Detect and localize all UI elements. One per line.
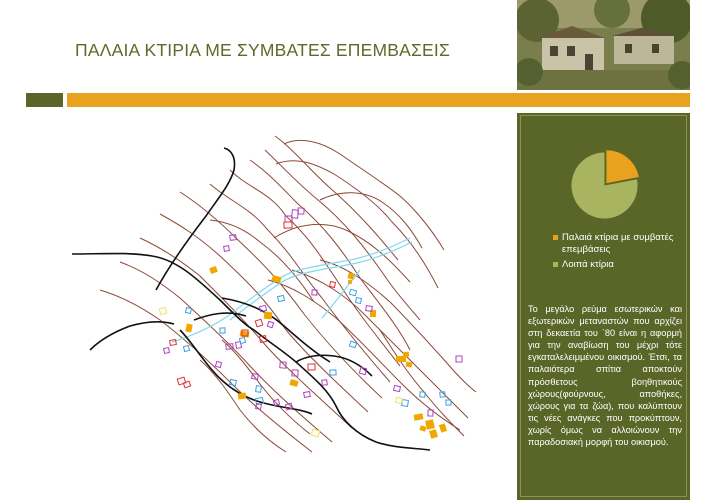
pie-slice-compatible	[606, 150, 638, 183]
building-other	[349, 341, 356, 348]
building-other	[186, 308, 192, 314]
accent-bar-orange	[67, 93, 690, 107]
legend-label-other: Λοιπά κτίρια	[562, 259, 614, 270]
building-other	[330, 370, 336, 375]
building-other	[252, 373, 259, 379]
building-compatible	[425, 419, 435, 430]
legend-item-compatible	[553, 232, 683, 256]
building-other	[456, 356, 462, 362]
building-other	[349, 289, 356, 295]
building-other	[395, 397, 402, 404]
building-other	[304, 392, 311, 398]
building-compatible	[271, 275, 281, 283]
slide-title: ΠΑΛΑΙΑ ΚΤΙΡΙΑ ΜΕ ΣΥΜΒΑΤΕΣ ΕΠΕΜΒΑΣΕΙΣ	[75, 40, 450, 60]
building-other	[278, 295, 285, 301]
building-compatible	[429, 429, 438, 439]
building-other	[284, 222, 292, 228]
building-other	[215, 361, 221, 367]
building-compatible	[414, 413, 424, 420]
building-compatible	[419, 425, 426, 432]
building-compatible	[403, 352, 409, 357]
settlement-map	[60, 130, 480, 460]
pie-legend	[553, 232, 683, 274]
building-other	[356, 298, 362, 304]
building-other	[255, 319, 263, 327]
building-other	[239, 337, 245, 343]
building-other	[267, 321, 273, 327]
building-compatible	[406, 361, 413, 367]
building-other	[224, 246, 230, 252]
building-other	[311, 429, 319, 437]
building-other	[183, 381, 190, 388]
building-other	[159, 307, 167, 315]
building-other	[259, 305, 266, 311]
building-other	[394, 385, 401, 391]
building-compatible	[238, 393, 247, 400]
building-other	[170, 340, 177, 346]
legend-label-compatible: Παλαιά κτίρια με συμβατές επεμβάσεις	[562, 232, 674, 255]
building-other	[366, 306, 373, 312]
legend-swatch-other	[553, 262, 558, 267]
description-text: Το μεγάλο ρεύμα εσωτερικών και εξωτερικών μεταναστών που αρχίζει στη δεκαετία του `80 είναι η αφορμή για την αναβίωση του μέχρι τότε εγκαταλελειμμένου οικισμού. Έτσι, τα παλαιότερα σπίτια αποκτούν πρόσθετους βοηθητικούς χώρους(φούρνους, αποθήκες, χώρους για τα ζώα), που καλύπτουν τις νέες ανάγκες που προκύπτουν, χωρίς όμως να αλλοιώνουν την παραδοσιακή μορφή του οικισμού.	[528, 304, 682, 448]
legend-swatch-compatible	[553, 235, 558, 240]
accent-bar-olive	[26, 93, 63, 107]
building-other	[183, 345, 189, 351]
building-other	[256, 386, 262, 393]
pie-chart	[567, 148, 642, 223]
building-other	[330, 282, 336, 288]
building-compatible	[348, 280, 353, 285]
legend-item-other	[553, 259, 683, 271]
building-other	[177, 377, 185, 385]
building-other	[322, 380, 328, 386]
building-compatible	[289, 379, 298, 387]
building-compatible	[185, 324, 192, 333]
building-compatible	[439, 423, 447, 433]
village-photo-image	[517, 0, 690, 90]
village-photo	[517, 0, 690, 90]
building-compatible	[264, 312, 273, 320]
building-other	[164, 348, 170, 354]
building-compatible	[209, 266, 218, 274]
building-other	[308, 364, 315, 370]
building-other	[220, 328, 225, 333]
building-other	[420, 392, 425, 397]
building-other	[273, 399, 279, 405]
